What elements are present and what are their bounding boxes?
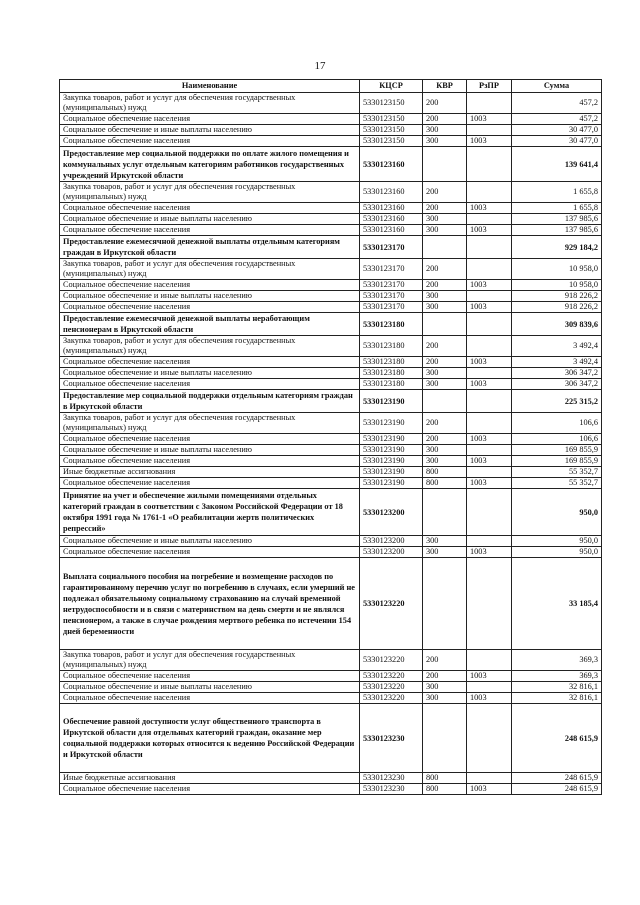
cell-kcsr: 5330123220 [360,682,423,693]
cell-kvr [423,147,467,182]
table-row [60,203,602,214]
cell-rzpr [467,336,512,357]
cell-sum: 55 352,7 [512,478,602,489]
table-row [60,379,602,390]
table-row [60,445,602,456]
header-name: Наименование [60,80,360,93]
budget-table [59,79,602,795]
cell-rzpr [467,214,512,225]
cell-name: Предоставление ежемесячной денежной выплаты неработающим пенсионерам в Иркутской области [60,313,360,336]
cell-kvr: 300 [423,136,467,147]
table-row [60,225,602,236]
cell-kcsr: 5330123180 [360,379,423,390]
cell-kvr: 200 [423,182,467,203]
cell-sum: 369,3 [512,650,602,671]
table-row [60,182,602,203]
cell-kcsr: 5330123190 [360,445,423,456]
cell-kvr [423,236,467,259]
cell-kvr [423,558,467,650]
cell-name: Социальное обеспечение населения [60,302,360,313]
cell-sum: 457,2 [512,114,602,125]
cell-sum: 169 855,9 [512,445,602,456]
cell-kvr: 800 [423,467,467,478]
cell-sum: 369,3 [512,671,602,682]
cell-kvr: 200 [423,93,467,114]
cell-rzpr: 1003 [467,280,512,291]
table-row [60,536,602,547]
cell-kvr [423,390,467,413]
cell-rzpr: 1003 [467,456,512,467]
cell-kvr: 200 [423,434,467,445]
cell-name: Социальное обеспечение населения [60,671,360,682]
cell-rzpr: 1003 [467,357,512,368]
cell-kvr: 300 [423,547,467,558]
cell-kvr: 200 [423,336,467,357]
cell-sum: 137 985,6 [512,214,602,225]
cell-kcsr: 5330123200 [360,489,423,536]
cell-rzpr [467,93,512,114]
cell-rzpr [467,182,512,203]
cell-kvr: 200 [423,413,467,434]
cell-kcsr: 5330123160 [360,203,423,214]
cell-rzpr: 1003 [467,136,512,147]
table-row-section [60,313,602,336]
cell-kcsr: 5330123220 [360,693,423,704]
cell-kvr: 200 [423,114,467,125]
table-row [60,125,602,136]
cell-kcsr: 5330123150 [360,125,423,136]
header-sum: Сумма [512,80,602,93]
cell-kvr: 300 [423,291,467,302]
cell-name: Закупка товаров, работ и услуг для обеспечения государственных (муниципальных) нужд [60,93,360,114]
cell-sum: 918 226,2 [512,302,602,313]
cell-rzpr: 1003 [467,693,512,704]
cell-name: Социальное обеспечение населения [60,693,360,704]
cell-rzpr [467,236,512,259]
cell-rzpr [467,413,512,434]
cell-kcsr: 5330123150 [360,93,423,114]
table-row-section [60,236,602,259]
cell-kvr: 200 [423,650,467,671]
cell-kcsr: 5330123190 [360,413,423,434]
cell-kvr: 300 [423,225,467,236]
cell-kcsr: 5330123150 [360,136,423,147]
cell-kcsr: 5330123170 [360,291,423,302]
cell-rzpr: 1003 [467,114,512,125]
cell-kcsr: 5330123200 [360,547,423,558]
cell-name: Предоставление мер социальной поддержки по оплате жилого помещения и коммунальных услуг отдельным категориям работников государственных учреждений Иркутской области [60,147,360,182]
cell-name: Иные бюджетные ассигнования [60,773,360,784]
cell-sum: 950,0 [512,547,602,558]
table-row [60,413,602,434]
cell-sum: 1 655,8 [512,182,602,203]
cell-sum: 137 985,6 [512,225,602,236]
cell-rzpr [467,558,512,650]
cell-kvr: 300 [423,445,467,456]
cell-rzpr [467,313,512,336]
cell-name: Социальное обеспечение населения [60,784,360,795]
cell-name: Социальное обеспечение населения [60,547,360,558]
cell-name: Принятие на учет и обеспечение жилыми помещениями отдельных категорий граждан в соответствии с Законом Российской Федерации от 18 октября 1991 года № 1761-1 «О реабилитации жертв политических репрессий» [60,489,360,536]
cell-sum: 169 855,9 [512,456,602,467]
cell-name: Социальное обеспечение и иные выплаты населению [60,682,360,693]
cell-kvr: 300 [423,693,467,704]
cell-name: Иные бюджетные ассигнования [60,467,360,478]
cell-rzpr [467,467,512,478]
table-row [60,671,602,682]
table-row [60,693,602,704]
cell-kvr [423,704,467,773]
cell-kvr: 300 [423,125,467,136]
table-row [60,336,602,357]
cell-kcsr: 5330123180 [360,357,423,368]
cell-name: Предоставление мер социальной поддержки отдельным категориям граждан в Иркутской области [60,390,360,413]
header-rzpr: РзПР [467,80,512,93]
table-row-section [60,704,602,773]
cell-sum: 225 315,2 [512,390,602,413]
table-row [60,93,602,114]
cell-rzpr [467,390,512,413]
cell-sum: 306 347,2 [512,368,602,379]
cell-kvr: 200 [423,671,467,682]
cell-rzpr [467,259,512,280]
cell-name: Социальное обеспечение населения [60,114,360,125]
table-row [60,784,602,795]
cell-rzpr [467,773,512,784]
table-row [60,302,602,313]
cell-sum: 106,6 [512,413,602,434]
cell-kvr: 200 [423,357,467,368]
cell-sum: 33 185,4 [512,558,602,650]
cell-name: Закупка товаров, работ и услуг для обеспечения государственных (муниципальных) нужд [60,259,360,280]
cell-kcsr: 5330123170 [360,236,423,259]
table-row [60,214,602,225]
cell-kvr: 300 [423,214,467,225]
cell-name: Социальное обеспечение и иные выплаты населению [60,536,360,547]
cell-sum: 950,0 [512,536,602,547]
cell-sum: 309 839,6 [512,313,602,336]
cell-kvr: 300 [423,368,467,379]
cell-rzpr [467,536,512,547]
cell-kcsr: 5330123200 [360,536,423,547]
cell-rzpr [467,489,512,536]
cell-kcsr: 5330123190 [360,456,423,467]
table-row [60,467,602,478]
cell-name: Выплата социального пособия на погребение и возмещение расходов по гарантированному перечню услуг по погребению в случаях, если умерший не подлежал обязательному социальному страхованию на случай временной нетрудоспособности и в связи с материнством на день смерти и не являлся пенсионером, а также в случае рождения мертвого ребенка по истечении 154 дней беременности [60,558,360,650]
cell-kvr: 300 [423,536,467,547]
cell-kcsr: 5330123190 [360,467,423,478]
cell-rzpr: 1003 [467,671,512,682]
table-row [60,547,602,558]
cell-kcsr: 5330123220 [360,650,423,671]
cell-kvr: 300 [423,379,467,390]
table-row-section [60,147,602,182]
cell-name: Социальное обеспечение населения [60,478,360,489]
cell-name: Социальное обеспечение населения [60,203,360,214]
cell-kcsr: 5330123190 [360,390,423,413]
cell-rzpr [467,682,512,693]
cell-kcsr: 5330123230 [360,784,423,795]
cell-name: Социальное обеспечение населения [60,136,360,147]
cell-sum: 32 816,1 [512,682,602,693]
cell-sum: 30 477,0 [512,136,602,147]
cell-name: Социальное обеспечение и иные выплаты населению [60,368,360,379]
cell-rzpr: 1003 [467,434,512,445]
cell-kvr: 300 [423,682,467,693]
table-row [60,114,602,125]
page-number: 17 [314,60,326,72]
cell-rzpr [467,291,512,302]
table-row-section [60,558,602,650]
cell-name: Социальное обеспечение населения [60,280,360,291]
cell-kcsr: 5330123230 [360,773,423,784]
cell-kcsr: 5330123180 [360,313,423,336]
cell-rzpr: 1003 [467,379,512,390]
cell-kcsr: 5330123170 [360,259,423,280]
cell-sum: 30 477,0 [512,125,602,136]
cell-rzpr [467,368,512,379]
cell-kcsr: 5330123230 [360,704,423,773]
cell-kvr: 200 [423,280,467,291]
cell-name: Закупка товаров, работ и услуг для обеспечения государственных (муниципальных) нужд [60,182,360,203]
cell-kcsr: 5330123220 [360,558,423,650]
table-row [60,456,602,467]
header-kcsr: КЦСР [360,80,423,93]
cell-sum: 1 655,8 [512,203,602,214]
cell-name: Социальное обеспечение населения [60,456,360,467]
table-row [60,434,602,445]
table-row [60,357,602,368]
cell-kvr: 800 [423,784,467,795]
table-header-row [60,80,602,93]
cell-sum: 248 615,9 [512,704,602,773]
cell-rzpr: 1003 [467,784,512,795]
cell-sum: 950,0 [512,489,602,536]
table-row [60,136,602,147]
cell-name: Закупка товаров, работ и услуг для обеспечения государственных (муниципальных) нужд [60,413,360,434]
cell-kvr: 300 [423,302,467,313]
cell-sum: 10 958,0 [512,280,602,291]
table-row [60,773,602,784]
cell-kcsr: 5330123180 [360,336,423,357]
table-row [60,682,602,693]
cell-rzpr: 1003 [467,302,512,313]
cell-kcsr: 5330123160 [360,214,423,225]
cell-sum: 248 615,9 [512,784,602,795]
table-row [60,291,602,302]
cell-sum: 10 958,0 [512,259,602,280]
cell-sum: 139 641,4 [512,147,602,182]
header-kvr: КВР [423,80,467,93]
cell-sum: 55 352,7 [512,467,602,478]
cell-kvr: 300 [423,456,467,467]
cell-kcsr: 5330123160 [360,147,423,182]
cell-rzpr: 1003 [467,478,512,489]
cell-kvr [423,489,467,536]
cell-kvr [423,313,467,336]
table-row [60,280,602,291]
cell-rzpr: 1003 [467,547,512,558]
cell-sum: 248 615,9 [512,773,602,784]
table-row [60,478,602,489]
cell-name: Предоставление ежемесячной денежной выплаты отдельным категориям граждан в Иркутской области [60,236,360,259]
cell-sum: 457,2 [512,93,602,114]
table-row-section [60,489,602,536]
cell-sum: 306 347,2 [512,379,602,390]
cell-kcsr: 5330123150 [360,114,423,125]
cell-kvr: 800 [423,478,467,489]
cell-name: Закупка товаров, работ и услуг для обеспечения государственных (муниципальных) нужд [60,650,360,671]
cell-kcsr: 5330123180 [360,368,423,379]
cell-kcsr: 5330123170 [360,302,423,313]
cell-kcsr: 5330123170 [360,280,423,291]
cell-sum: 918 226,2 [512,291,602,302]
cell-kvr: 200 [423,259,467,280]
cell-name: Социальное обеспечение населения [60,379,360,390]
cell-sum: 929 184,2 [512,236,602,259]
cell-kvr: 800 [423,773,467,784]
cell-name: Социальное обеспечение и иные выплаты населению [60,125,360,136]
table-row [60,259,602,280]
table-body [60,93,602,795]
cell-rzpr [467,704,512,773]
cell-kcsr: 5330123190 [360,478,423,489]
cell-name: Социальное обеспечение и иные выплаты населению [60,214,360,225]
cell-rzpr [467,445,512,456]
cell-rzpr: 1003 [467,203,512,214]
cell-kcsr: 5330123160 [360,182,423,203]
cell-name: Социальное обеспечение населения [60,434,360,445]
cell-kcsr: 5330123190 [360,434,423,445]
cell-rzpr [467,125,512,136]
cell-kvr: 200 [423,203,467,214]
cell-kcsr: 5330123220 [360,671,423,682]
cell-rzpr [467,147,512,182]
table-row-section [60,390,602,413]
cell-name: Социальное обеспечение и иные выплаты населению [60,445,360,456]
cell-rzpr: 1003 [467,225,512,236]
cell-name: Закупка товаров, работ и услуг для обеспечения государственных (муниципальных) нужд [60,336,360,357]
cell-sum: 106,6 [512,434,602,445]
cell-name: Обеспечение равной доступности услуг общественного транспорта в Иркутской области для отдельных категорий граждан, оказание мер социальной поддержки которых относится к ведению Российской Федерации и Иркутской области [60,704,360,773]
cell-rzpr [467,650,512,671]
cell-sum: 32 816,1 [512,693,602,704]
table-row [60,368,602,379]
cell-name: Социальное обеспечение населения [60,225,360,236]
cell-kcsr: 5330123160 [360,225,423,236]
cell-name: Социальное обеспечение населения [60,357,360,368]
cell-sum: 3 492,4 [512,336,602,357]
table-row [60,650,602,671]
cell-sum: 3 492,4 [512,357,602,368]
cell-name: Социальное обеспечение и иные выплаты населению [60,291,360,302]
